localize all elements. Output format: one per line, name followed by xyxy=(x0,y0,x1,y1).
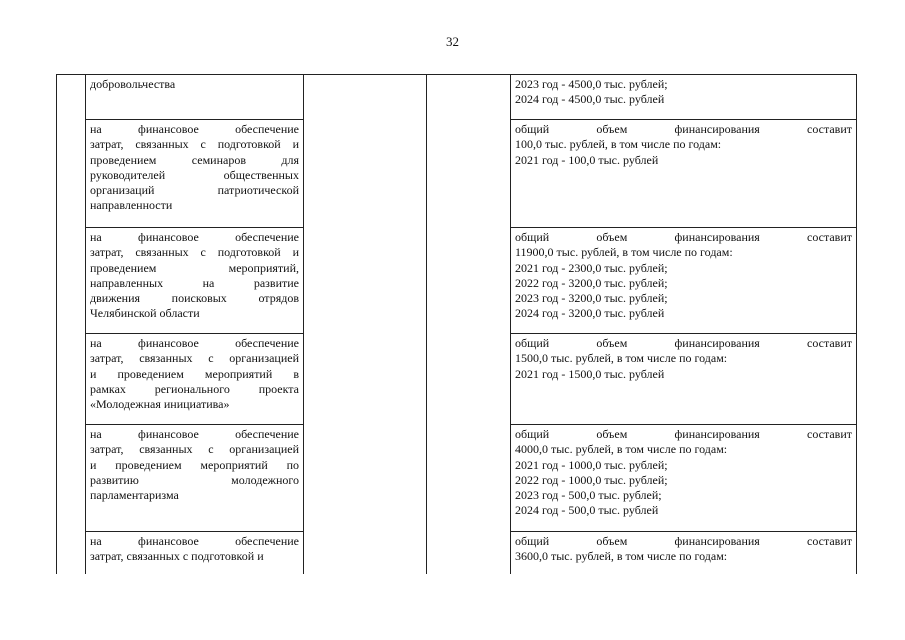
purpose-text-line: Челябинской области xyxy=(90,306,200,321)
purpose-cell xyxy=(86,334,304,425)
funding-text-line: 2024 год - 4500,0 тыс. рублей xyxy=(515,92,665,107)
empty-column-cell xyxy=(427,75,511,574)
funding-text-line: 2024 год - 3200,0 тыс. рублей xyxy=(515,306,665,321)
funding-cell xyxy=(511,532,857,574)
funding-cell xyxy=(511,228,857,334)
purpose-text-line: на финансовое обеспечение xyxy=(90,427,299,441)
purpose-text-line: развитию молодежного xyxy=(90,472,299,487)
funding-text-line: 2024 год - 500,0 тыс. рублей xyxy=(515,503,659,518)
funding-cell xyxy=(511,334,857,425)
funding-cell xyxy=(511,75,857,120)
purpose-text-line: на финансовое обеспечение xyxy=(90,230,299,244)
funding-text-line: 2022 год - 1000,0 тыс. рублей; xyxy=(515,472,668,487)
funding-text-line: 2021 год - 100,0 тыс. рублей xyxy=(515,152,659,167)
purpose-text-line: на финансовое обеспечение xyxy=(90,336,299,350)
page-number: 32 xyxy=(446,34,459,49)
table-row xyxy=(57,75,857,120)
funding-text-line: 1500,0 тыс. рублей, в том числе по годам: xyxy=(515,351,728,366)
funding-text-line: 2023 год - 3200,0 тыс. рублей; xyxy=(515,291,668,306)
purpose-text-line: затрат, связанных с подготовкой и xyxy=(90,549,264,564)
purpose-text-line: проведением мероприятий, xyxy=(90,260,299,275)
purpose-text-line: проведением семинаров для xyxy=(90,152,299,167)
purpose-text-line: затрат, связанных с организацией xyxy=(90,351,299,366)
purpose-cell xyxy=(86,120,304,228)
funding-text-line: 2023 год - 4500,0 тыс. рублей; xyxy=(515,77,668,91)
funding-text-line: 2022 год - 3200,0 тыс. рублей; xyxy=(515,275,668,290)
funding-text-line: 100,0 тыс. рублей, в том числе по годам: xyxy=(515,137,722,152)
purpose-text-line: и проведением мероприятий в xyxy=(90,366,299,381)
empty-column-cell xyxy=(304,75,427,574)
purpose-cell xyxy=(86,532,304,574)
funding-text-line: 2021 год - 1000,0 тыс. рублей; xyxy=(515,457,668,472)
purpose-cell xyxy=(86,75,304,120)
funding-text-line: общий объем финансирования составит xyxy=(515,534,852,548)
purpose-cell xyxy=(86,425,304,532)
purpose-text-line: рамках регионального проекта xyxy=(90,381,299,396)
funding-cell xyxy=(511,425,857,532)
purpose-text-line: добровольчества xyxy=(90,77,176,91)
purpose-text-line: движения поисковых отрядов xyxy=(90,291,299,306)
purpose-text-line: затрат, связанных с подготовкой и xyxy=(90,245,299,260)
purpose-text-line: на финансовое обеспечение xyxy=(90,534,299,548)
purpose-text-line: руководителей общественных xyxy=(90,167,299,182)
funding-text-line: 4000,0 тыс. рублей, в том числе по годам: xyxy=(515,442,728,457)
funding-text-line: общий объем финансирования составит xyxy=(515,122,852,136)
purpose-text-line: на финансовое обеспечение xyxy=(90,122,299,136)
purpose-text-line: парламентаризма xyxy=(90,488,179,503)
funding-text-line: 2023 год - 500,0 тыс. рублей; xyxy=(515,488,662,503)
purpose-text-line: направленности xyxy=(90,198,173,213)
purpose-text-line: затрат, связанных с организацией xyxy=(90,442,299,457)
purpose-text-line: организаций патриотической xyxy=(90,183,299,198)
purpose-cell xyxy=(86,228,304,334)
purpose-text-line: направленных на развитие xyxy=(90,275,299,290)
funding-text-line: 3600,0 тыс. рублей, в том числе по годам: xyxy=(515,549,728,564)
purpose-text-line: затрат, связанных с подготовкой и xyxy=(90,137,299,152)
number-column-cell xyxy=(57,75,86,574)
funding-table xyxy=(56,74,857,574)
funding-text-line: общий объем финансирования составит xyxy=(515,336,852,350)
table-body xyxy=(57,75,857,574)
purpose-text-line: и проведением мероприятий по xyxy=(90,457,299,472)
funding-text-line: 11900,0 тыс. рублей, в том числе по годам: xyxy=(515,245,733,260)
funding-text-line: общий объем финансирования составит xyxy=(515,427,852,441)
funding-text-line: 2021 год - 2300,0 тыс. рублей; xyxy=(515,260,668,275)
funding-text-line: 2021 год - 1500,0 тыс. рублей xyxy=(515,366,665,381)
funding-text-line: общий объем финансирования составит xyxy=(515,230,852,244)
purpose-text-line: «Молодежная инициатива» xyxy=(90,397,230,412)
funding-cell xyxy=(511,120,857,228)
